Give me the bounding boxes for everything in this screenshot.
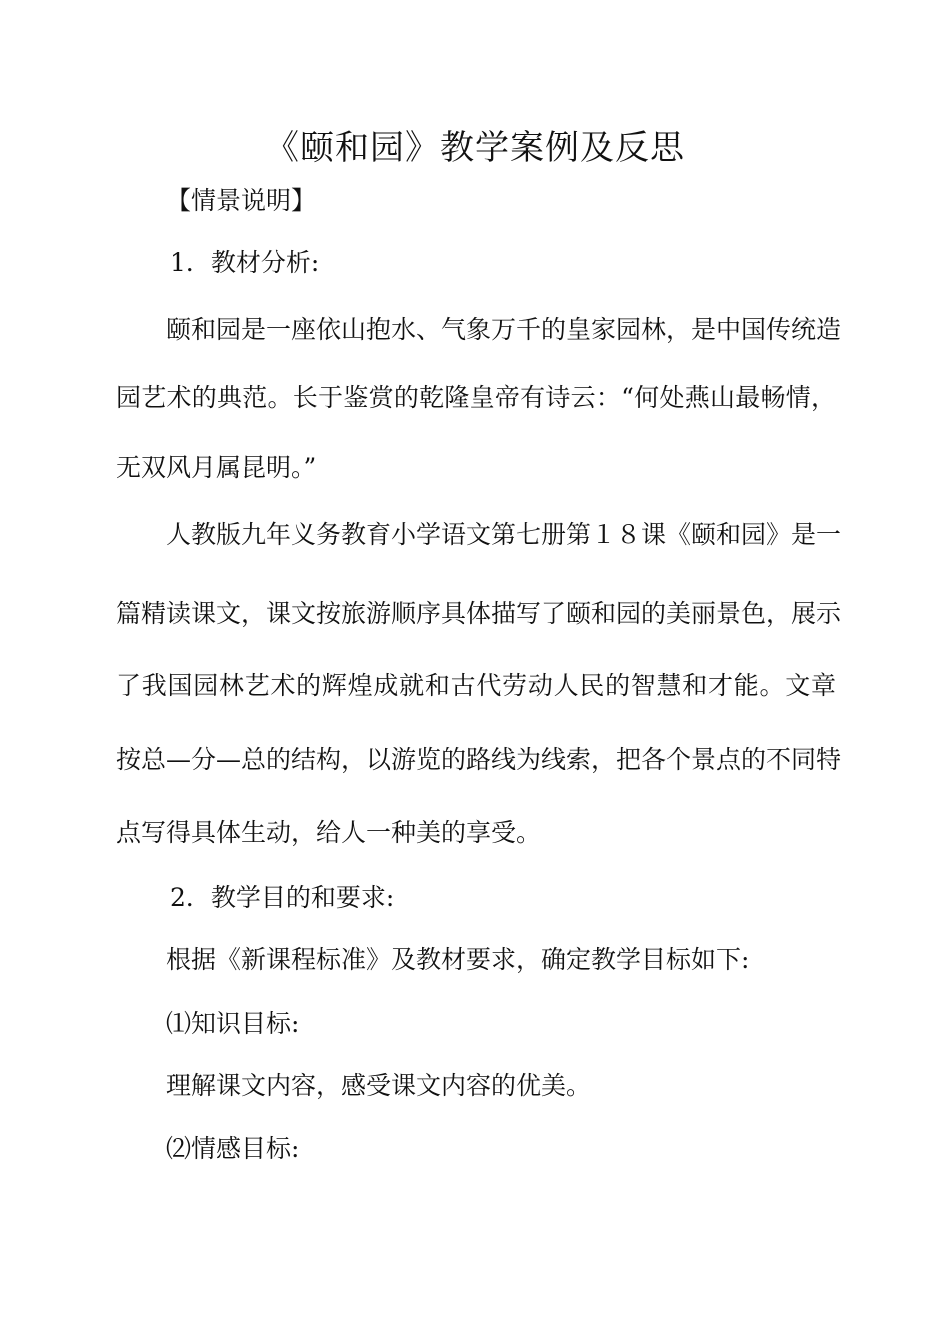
paragraph-line: 人教版九年义务教育小学语文第七册第１８课《颐和园》是一 xyxy=(166,520,842,549)
document-title: 《颐和园》教学案例及反思 xyxy=(265,128,685,168)
item2-heading: 2．教学目的和要求: xyxy=(170,883,395,912)
paragraph-line: 按总—分—总的结构，以游览的路线为线索，把各个景点的不同特 xyxy=(116,745,842,774)
paragraph-line: 无双风月属昆明。” xyxy=(116,453,317,482)
paragraph-line: 了我国园林艺术的辉煌成就和古代劳动人民的智慧和才能。文章 xyxy=(116,671,836,700)
paragraph-line: 篇精读课文，课文按旅游顺序具体描写了颐和园的美丽景色，展示 xyxy=(116,599,842,628)
paragraph-line: 颐和园是一座依山抱水、气象万千的皇家园林，是中国传统造 xyxy=(166,315,842,344)
paragraph-line: 根据《新课程标准》及教材要求，确定教学目标如下: xyxy=(166,945,750,974)
paragraph-line: 点写得具体生动，给人一种美的享受。 xyxy=(116,818,542,847)
item1-heading: 1．教材分析: xyxy=(170,248,320,277)
paragraph-line: 园艺术的典范。长于鉴赏的乾隆皇帝有诗云：“何处燕山最畅情， xyxy=(116,383,836,412)
goal1-heading: ⑴知识目标: xyxy=(166,1009,300,1038)
goal2-heading: ⑵情感目标: xyxy=(166,1134,300,1163)
section-heading: 【情景说明】 xyxy=(166,186,317,215)
goal1-text: 理解课文内容，感受课文内容的优美。 xyxy=(166,1071,592,1100)
